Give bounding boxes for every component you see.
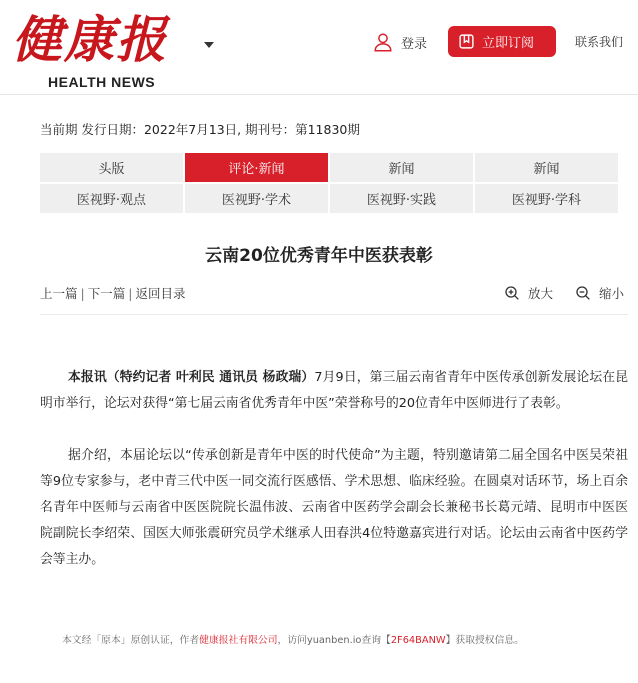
zoom-in-icon xyxy=(504,285,520,301)
zoom-in-button[interactable] xyxy=(504,283,553,303)
note-text: ，访问yuanben.io查询【 xyxy=(277,635,391,646)
nav-tab-perspective-views[interactable]: 医视野·观点 xyxy=(40,184,183,213)
copyright-note xyxy=(62,632,524,646)
nav-tab-perspective-practice[interactable]: 医视野·实践 xyxy=(330,184,473,213)
auth-code: 2F64BANW xyxy=(390,635,446,646)
logo-en-text: HEALTH NEWS xyxy=(48,74,156,90)
site-header xyxy=(0,0,638,95)
nav-tab-commentary-news[interactable]: 评论·新闻 xyxy=(185,153,328,182)
article-paragraph: 据介绍，本届论坛以“传承创新是青年中医的时代使命”为主题，特别邀请第二届全国名中医吴荣祖等9位专家参与，老中青三代中医一同交流行医感悟、学术思想、临床经验。在圆桌对话环节，场上百余名青年中医师与云南省中医医院院长温伟波、云南省中医药学会副会长兼秘书长葛元靖、昆明市中医医院副院长李绍荣、国医大师张震研究员学术继承人田春洪4位特邀嘉宾进行对话。论坛由云南省中医药学会等主办。 xyxy=(40,448,628,567)
article-body xyxy=(40,365,628,573)
user-icon xyxy=(372,31,394,53)
nav-tab-perspective-academic[interactable]: 医视野·学术 xyxy=(185,184,328,213)
note-text: 本文经「原本」原创认证，作者 xyxy=(62,635,200,646)
pager-separator: | xyxy=(80,286,85,301)
nav-tab-news-2[interactable]: 新闻 xyxy=(475,153,618,182)
nav-tab-perspective-discipline[interactable]: 医视野·学科 xyxy=(475,184,618,213)
contact-us-link[interactable]: 联系我们 xyxy=(575,35,624,49)
login-link[interactable] xyxy=(372,30,427,54)
book-icon xyxy=(458,33,475,50)
author-link[interactable]: 健康报社有限公司 xyxy=(199,635,278,646)
section-nav xyxy=(40,153,628,213)
paragraph-text: 7月9日，第三届云南省青年中医传承创新发展论坛在昆明市举行，论坛对获得“第七届云南省优秀青年中医”荣誉称号的20位青年中医师进行了表彰。 xyxy=(40,370,628,411)
article-pager xyxy=(40,284,185,302)
chevron-down-icon[interactable] xyxy=(204,42,214,48)
article-title: 云南20位优秀青年中医获表彰 xyxy=(205,246,433,266)
zoom-out-label: 缩小 xyxy=(599,286,625,301)
subscribe-button[interactable] xyxy=(448,26,556,57)
nav-tab-news-1[interactable]: 新闻 xyxy=(330,153,473,182)
article-paragraph xyxy=(40,365,628,417)
back-to-toc-link[interactable]: 返回目录 xyxy=(135,286,186,301)
login-label: 登录 xyxy=(401,36,428,52)
byline: 本报讯（特约记者 叶利民 通讯员 杨政瑞） xyxy=(68,370,315,385)
zoom-in-label: 放大 xyxy=(528,286,554,301)
nav-tab-front-page[interactable]: 头版 xyxy=(40,153,183,182)
zoom-out-button[interactable] xyxy=(575,283,624,303)
next-article-link[interactable]: 下一篇 xyxy=(87,286,126,301)
health-news-logo[interactable] xyxy=(12,10,212,90)
prev-article-link[interactable]: 上一篇 xyxy=(40,286,78,301)
issue-info: 当前期 发行日期：2022年7月13日, 期刊号：第11830期 xyxy=(40,122,360,137)
note-text: 】获取授权信息。 xyxy=(445,635,524,646)
subscribe-label: 立即订阅 xyxy=(482,36,535,51)
pager-separator: | xyxy=(128,286,133,301)
zoom-out-icon xyxy=(575,285,591,301)
logo-cn-text: 健康报 xyxy=(12,10,168,69)
divider xyxy=(40,314,628,315)
